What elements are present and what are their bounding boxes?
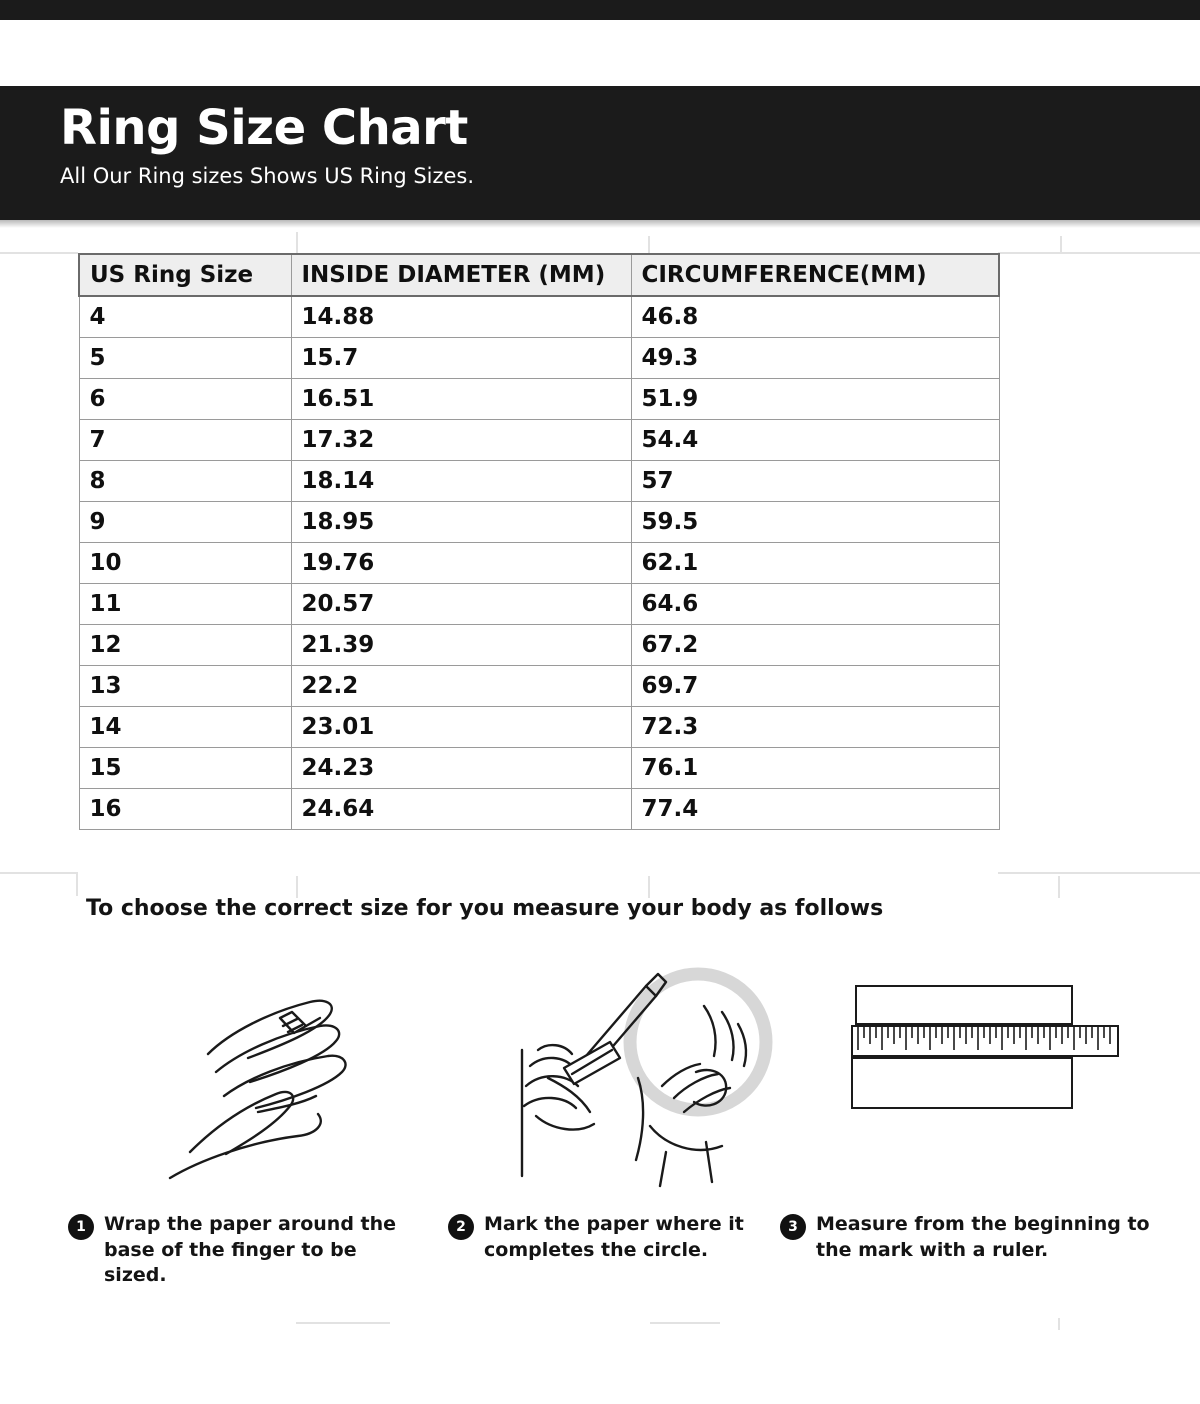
- cell-us-size: 8: [79, 461, 291, 502]
- page-header: [0, 86, 1200, 220]
- cell-inside-diameter: 16.51: [291, 379, 631, 420]
- column-header-us-ring-size: US Ring Size: [79, 254, 291, 296]
- cell-circumference: 67.2: [631, 625, 999, 666]
- step-number-badge: 2: [448, 1214, 474, 1240]
- cell-circumference: 54.4: [631, 420, 999, 461]
- scan-artifact-line: [650, 1322, 720, 1324]
- cell-circumference: 46.8: [631, 296, 999, 338]
- cell-us-size: 14: [79, 707, 291, 748]
- cell-us-size: 9: [79, 502, 291, 543]
- scan-artifact-line: [0, 872, 78, 874]
- ring-size-table: [78, 253, 1000, 830]
- scan-artifact-line: [296, 1322, 390, 1324]
- table-row: [79, 748, 999, 789]
- table-row: [79, 379, 999, 420]
- page-subtitle: All Our Ring sizes Shows US Ring Sizes.: [60, 164, 475, 188]
- scan-artifact-line: [648, 236, 650, 254]
- cell-inside-diameter: 20.57: [291, 584, 631, 625]
- cell-circumference: 62.1: [631, 543, 999, 584]
- scan-artifact-line: [1058, 1318, 1060, 1330]
- cell-us-size: 16: [79, 789, 291, 830]
- column-header-circumference: CIRCUMFERENCE(MM): [631, 254, 999, 296]
- table-row: [79, 584, 999, 625]
- cell-inside-diameter: 15.7: [291, 338, 631, 379]
- scan-artifact-line: [648, 876, 650, 898]
- step-number-badge: 1: [68, 1214, 94, 1240]
- cell-circumference: 77.4: [631, 789, 999, 830]
- table-row: [79, 420, 999, 461]
- cell-circumference: 64.6: [631, 584, 999, 625]
- hand-marking-paper-illustration: [460, 946, 790, 1200]
- cell-inside-diameter: 23.01: [291, 707, 631, 748]
- cell-us-size: 10: [79, 543, 291, 584]
- cell-us-size: 5: [79, 338, 291, 379]
- cell-circumference: 51.9: [631, 379, 999, 420]
- table-row: [79, 666, 999, 707]
- cell-circumference: 72.3: [631, 707, 999, 748]
- page-title: Ring Size Chart: [60, 100, 468, 156]
- cell-us-size: 11: [79, 584, 291, 625]
- scan-artifact-line: [296, 232, 298, 254]
- table-row: [79, 625, 999, 666]
- scan-artifact-line: [296, 876, 298, 898]
- table-row: [79, 707, 999, 748]
- cell-inside-diameter: 19.76: [291, 543, 631, 584]
- top-white-band: [18, 20, 1200, 86]
- illustrations-row: [60, 946, 1150, 1206]
- cell-circumference: 69.7: [631, 666, 999, 707]
- column-header-inside-diameter: INSIDE DIAMETER (MM): [291, 254, 631, 296]
- table-row: [79, 789, 999, 830]
- cell-inside-diameter: 14.88: [291, 296, 631, 338]
- ruler-illustration: [850, 974, 1120, 1168]
- cell-us-size: 7: [79, 420, 291, 461]
- table-row: [79, 338, 999, 379]
- table-body: [79, 296, 999, 830]
- scan-artifact-line: [1058, 876, 1060, 898]
- cell-us-size: 13: [79, 666, 291, 707]
- table-row: [79, 296, 999, 338]
- cell-inside-diameter: 24.64: [291, 789, 631, 830]
- cell-inside-diameter: 18.95: [291, 502, 631, 543]
- cell-us-size: 4: [79, 296, 291, 338]
- cell-circumference: 76.1: [631, 748, 999, 789]
- table-row: [79, 543, 999, 584]
- steps-row: [60, 1212, 1160, 1287]
- measure-instruction-text: To choose the correct size for you measure your body as follows: [86, 896, 884, 921]
- step-text: Wrap the paper around the base of the finger to be sized.: [104, 1213, 397, 1287]
- cell-inside-diameter: 21.39: [291, 625, 631, 666]
- hand-with-paper-strip-illustration: [130, 946, 430, 1200]
- table-row: [79, 461, 999, 502]
- scan-artifact-line: [0, 252, 78, 254]
- cell-us-size: 15: [79, 748, 291, 789]
- cell-inside-diameter: 22.2: [291, 666, 631, 707]
- top-black-strip: [0, 0, 1200, 20]
- cell-inside-diameter: 24.23: [291, 748, 631, 789]
- step-text: Mark the paper where it completes the circle.: [484, 1213, 744, 1261]
- scan-artifact-line: [998, 252, 1200, 254]
- step-text: Measure from the beginning to the mark with a ruler.: [816, 1213, 1150, 1261]
- cell-us-size: 12: [79, 625, 291, 666]
- ring-size-table-container: [78, 253, 998, 830]
- cell-circumference: 49.3: [631, 338, 999, 379]
- cell-inside-diameter: 18.14: [291, 461, 631, 502]
- scan-artifact-line: [998, 872, 1200, 874]
- header-shadow: [0, 220, 1200, 228]
- cell-circumference: 59.5: [631, 502, 999, 543]
- cell-us-size: 6: [79, 379, 291, 420]
- table-row: [79, 502, 999, 543]
- table-header-row: [79, 254, 999, 296]
- cell-circumference: 57: [631, 461, 999, 502]
- cell-inside-diameter: 17.32: [291, 420, 631, 461]
- step-number-badge: 3: [780, 1214, 806, 1240]
- scan-artifact-line: [76, 872, 78, 896]
